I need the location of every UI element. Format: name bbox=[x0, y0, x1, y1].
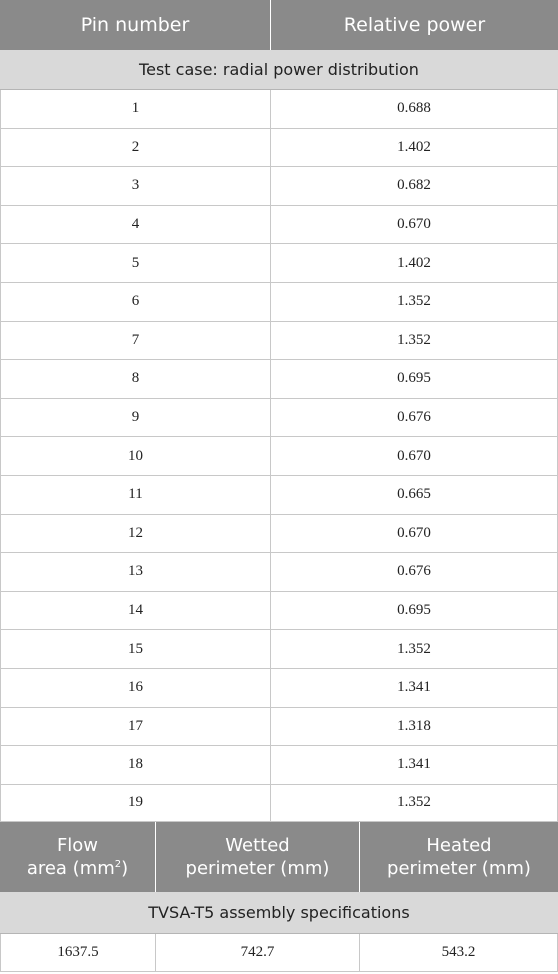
pin-number-cell: 10 bbox=[0, 437, 270, 475]
relative-power-cell: 0.682 bbox=[270, 167, 558, 205]
relative-power-cell: 1.341 bbox=[270, 669, 558, 707]
pin-number-cell: 18 bbox=[0, 746, 270, 784]
pin-number-cell: 14 bbox=[0, 592, 270, 630]
section-title: TVSA-T5 assembly specifications bbox=[148, 902, 410, 922]
relative-power-cell: 1.352 bbox=[270, 785, 558, 821]
spec-heated-perimeter: 543.2 bbox=[359, 934, 558, 971]
header-pin-number: Pin number bbox=[80, 14, 190, 36]
pin-number-cell: 6 bbox=[0, 283, 270, 321]
table-header bbox=[0, 0, 558, 50]
relative-power-cell: 0.695 bbox=[270, 592, 558, 630]
pin-number-cell: 15 bbox=[0, 630, 270, 668]
table-row bbox=[0, 785, 558, 822]
table-row bbox=[0, 708, 558, 747]
table-row bbox=[0, 244, 558, 283]
pin-number-cell: 2 bbox=[0, 129, 270, 167]
pin-number-cell: 4 bbox=[0, 206, 270, 244]
table-row bbox=[0, 437, 558, 476]
table-row bbox=[0, 746, 558, 785]
flow-line1: Flow bbox=[56, 834, 99, 856]
relative-power-cell: 0.688 bbox=[270, 90, 558, 128]
spec-header bbox=[0, 822, 558, 892]
spec-row bbox=[0, 934, 558, 972]
spec-wetted-perimeter: 742.7 bbox=[155, 934, 359, 971]
pin-number-cell: 17 bbox=[0, 708, 270, 746]
header-flow-area bbox=[0, 822, 155, 892]
pin-number-cell: 8 bbox=[0, 360, 270, 398]
relative-power-cell: 1.352 bbox=[270, 630, 558, 668]
relative-power-cell: 1.352 bbox=[270, 283, 558, 321]
header-heated-perimeter bbox=[359, 822, 558, 892]
pin-number-cell: 19 bbox=[0, 785, 270, 821]
table-row bbox=[0, 515, 558, 554]
heated-line2: perimeter (mm) bbox=[387, 857, 531, 879]
table-row bbox=[0, 553, 558, 592]
relative-power-cell: 1.402 bbox=[270, 129, 558, 167]
table-row bbox=[0, 90, 558, 129]
relative-power-cell: 1.352 bbox=[270, 322, 558, 360]
section-header-assembly bbox=[0, 892, 558, 934]
pin-number-cell: 16 bbox=[0, 669, 270, 707]
table-row bbox=[0, 360, 558, 399]
table-row bbox=[0, 669, 558, 708]
relative-power-cell: 0.676 bbox=[270, 553, 558, 591]
spec-flow-area: 1637.5 bbox=[0, 934, 155, 971]
table-row bbox=[0, 630, 558, 669]
pin-number-cell: 11 bbox=[0, 476, 270, 514]
relative-power-cell: 1.341 bbox=[270, 746, 558, 784]
table-row bbox=[0, 476, 558, 515]
table-row bbox=[0, 592, 558, 631]
relative-power-cell: 1.402 bbox=[270, 244, 558, 282]
pin-number-cell: 5 bbox=[0, 244, 270, 282]
pin-number-cell: 7 bbox=[0, 322, 270, 360]
table-row bbox=[0, 399, 558, 438]
pin-number-cell: 13 bbox=[0, 553, 270, 591]
flow-line2: area $(mm^2)$ bbox=[26, 857, 129, 879]
relative-power-cell: 0.665 bbox=[270, 476, 558, 514]
wetted-line2: perimeter (mm) bbox=[185, 857, 330, 879]
pin-number-cell: 3 bbox=[0, 167, 270, 205]
table-row bbox=[0, 206, 558, 245]
relative-power-cell: 0.695 bbox=[270, 360, 558, 398]
relative-power-cell: 0.670 bbox=[270, 437, 558, 475]
wetted-line1: Wetted bbox=[225, 834, 290, 856]
table-row bbox=[0, 322, 558, 361]
section-title: Test case: radial power distribution bbox=[139, 60, 419, 79]
relative-power-cell: 0.670 bbox=[270, 515, 558, 553]
table-row bbox=[0, 129, 558, 168]
pin-number-cell: 1 bbox=[0, 90, 270, 128]
table-row bbox=[0, 167, 558, 206]
pin-number-cell: 9 bbox=[0, 399, 270, 437]
relative-power-cell: 1.318 bbox=[270, 708, 558, 746]
section-header-test-case bbox=[0, 50, 558, 90]
relative-power-cell: 0.670 bbox=[270, 206, 558, 244]
header-relative-power: Relative power bbox=[270, 0, 558, 50]
table-body bbox=[0, 90, 558, 822]
pin-number-cell: 12 bbox=[0, 515, 270, 553]
table-row bbox=[0, 283, 558, 322]
relative-power-cell: 0.676 bbox=[270, 399, 558, 437]
header-wetted-perimeter bbox=[155, 822, 359, 892]
heated-line1: Heated bbox=[426, 834, 492, 856]
